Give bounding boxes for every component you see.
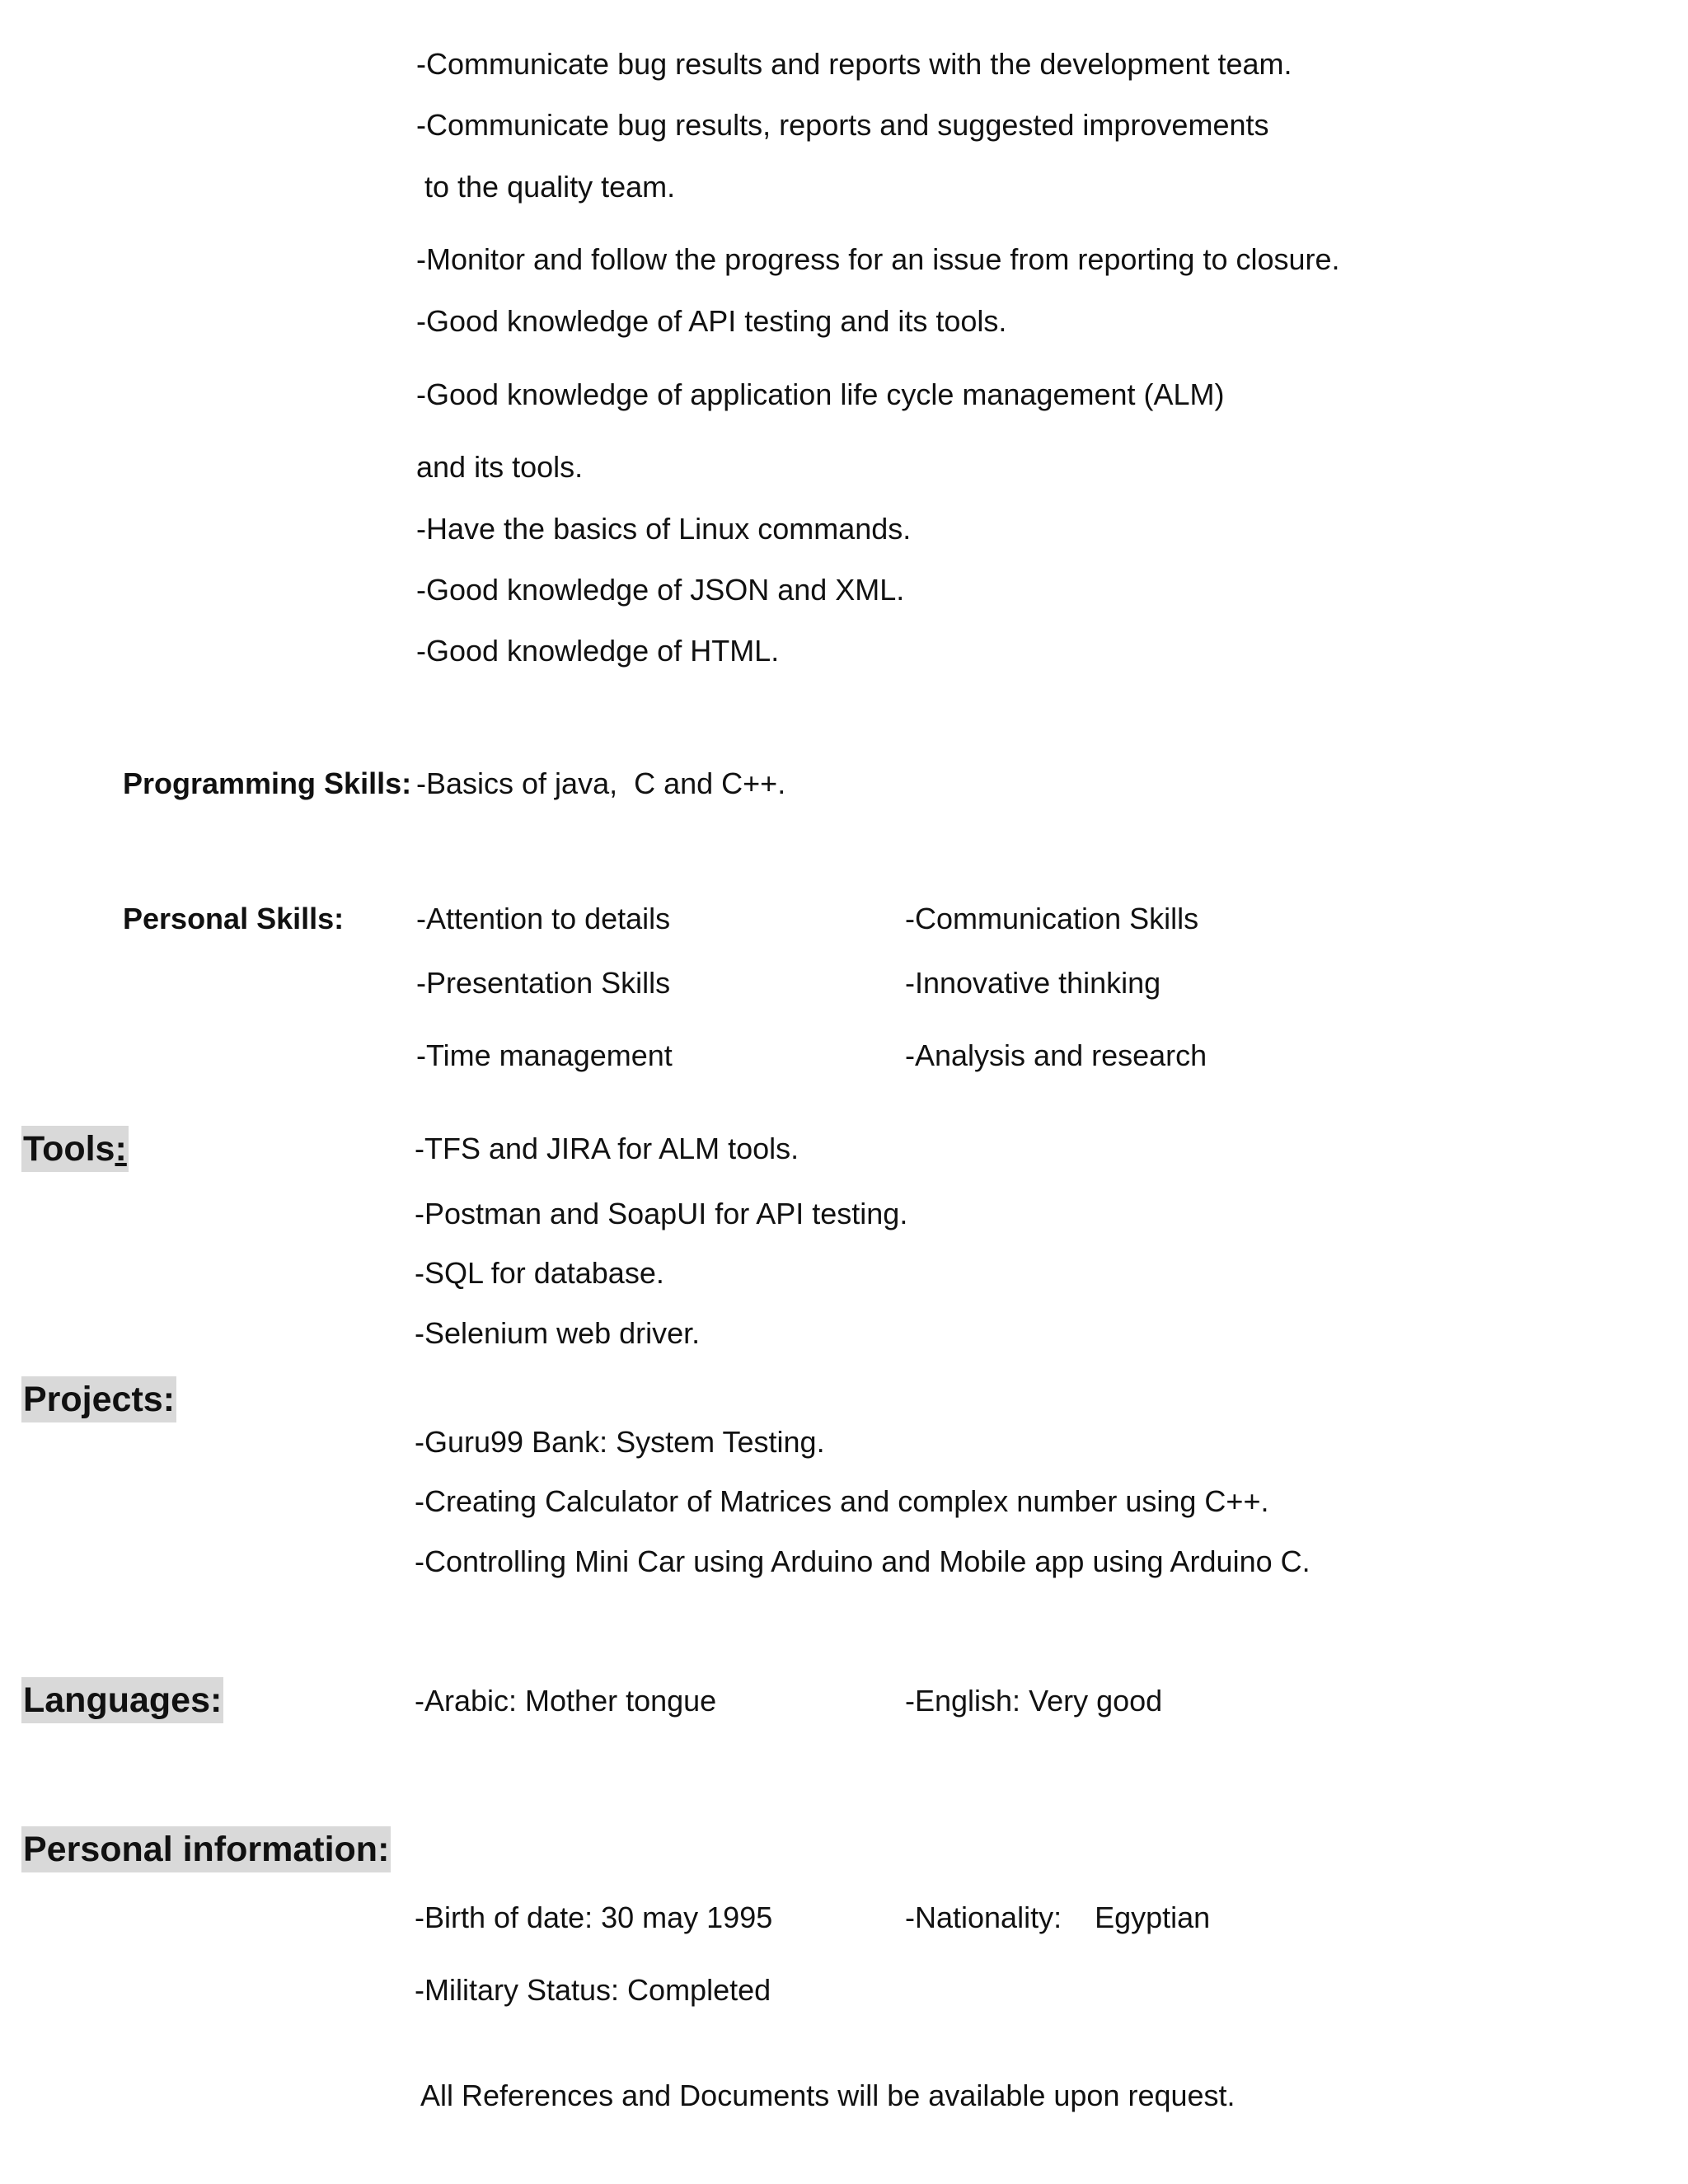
birth-date: -Birth of date: 30 may 1995 bbox=[415, 1900, 773, 1934]
personal-skill-item: -Presentation Skills bbox=[416, 966, 671, 1000]
languages-heading: Languages: bbox=[21, 1677, 223, 1723]
intro-item: -Good knowledge of JSON and XML. bbox=[416, 573, 905, 607]
intro-item: -Good knowledge of API testing and its tools. bbox=[416, 304, 1007, 338]
intro-item: -Communicate bug results and reports with the development team. bbox=[416, 47, 1292, 81]
intro-item: to the quality team. bbox=[416, 170, 676, 204]
tools-item: -Selenium web driver. bbox=[415, 1316, 701, 1350]
personal-skill-item: -Attention to details bbox=[416, 902, 671, 935]
tools-heading-colon: : bbox=[115, 1129, 127, 1169]
intro-item: -Good knowledge of HTML. bbox=[416, 634, 780, 668]
projects-heading: Projects: bbox=[21, 1376, 176, 1422]
personal-information-heading: Personal information: bbox=[21, 1826, 391, 1872]
project-item: -Guru99 Bank: System Testing. bbox=[415, 1425, 825, 1459]
personal-skill-item: -Analysis and research bbox=[905, 1038, 1207, 1072]
intro-item: -Monitor and follow the progress for an issue from reporting to closure. bbox=[416, 242, 1340, 276]
tools-item: -TFS and JIRA for ALM tools. bbox=[415, 1132, 799, 1165]
intro-item: -Have the basics of Linux commands. bbox=[416, 512, 912, 546]
personal-skill-item: -Time management bbox=[416, 1038, 673, 1072]
project-item: -Creating Calculator of Matrices and complex number using C++. bbox=[415, 1484, 1269, 1518]
language-item: -Arabic: Mother tongue bbox=[415, 1684, 717, 1718]
military-status: -Military Status: Completed bbox=[415, 1973, 771, 2007]
tools-heading bbox=[21, 1126, 129, 1172]
project-item: -Controlling Mini Car using Arduino and Mobile app using Arduino C. bbox=[415, 1544, 1311, 1578]
tools-heading-text: Tools bbox=[23, 1129, 115, 1169]
intro-item: -Good knowledge of application life cycle management (ALM) bbox=[416, 377, 1225, 411]
personal-skills-label: Personal Skills: bbox=[123, 902, 345, 935]
tools-item: -Postman and SoapUI for API testing. bbox=[415, 1197, 908, 1230]
language-item: -English: Very good bbox=[905, 1684, 1163, 1718]
personal-skill-item: -Communication Skills bbox=[905, 902, 1199, 935]
programming-skills-label: Programming Skills: bbox=[123, 766, 412, 800]
intro-item: and its tools. bbox=[416, 450, 584, 484]
tools-item: -SQL for database. bbox=[415, 1256, 664, 1290]
references-note: All References and Documents will be available upon request. bbox=[420, 2079, 1236, 2112]
intro-item: -Communicate bug results, reports and suggested improvements bbox=[416, 108, 1269, 142]
personal-skill-item: -Innovative thinking bbox=[905, 966, 1161, 1000]
programming-skills-value: -Basics of java, C and C++. bbox=[416, 766, 786, 800]
nationality: -Nationality: Egyptian bbox=[905, 1900, 1211, 1934]
